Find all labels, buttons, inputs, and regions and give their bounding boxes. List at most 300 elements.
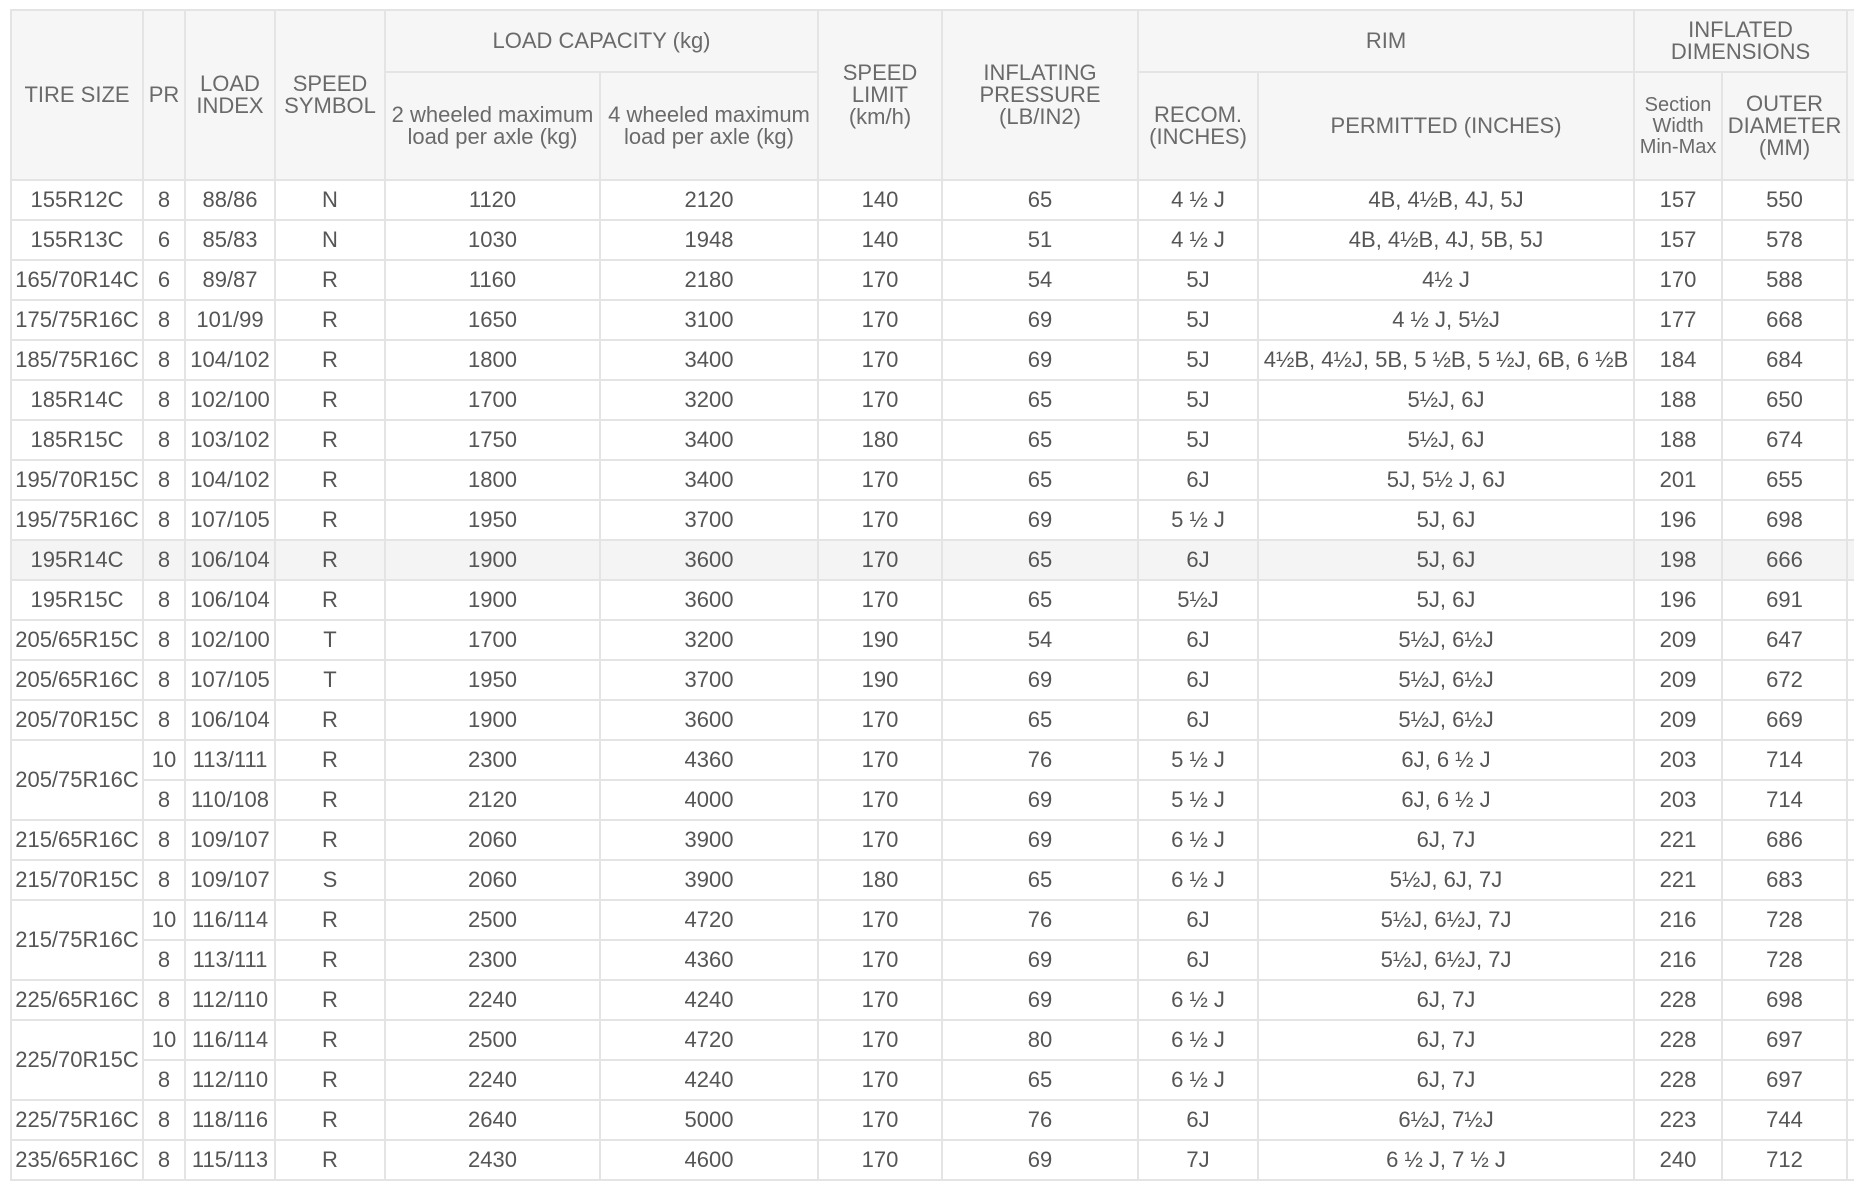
- load-4w-cell: 2180: [600, 260, 818, 300]
- table-header: [11, 10, 1854, 180]
- empty-cell: [1847, 820, 1854, 860]
- load-2w-cell: 1900: [385, 540, 600, 580]
- rim-permitted-cell: 6J, 7J: [1258, 820, 1634, 860]
- speed-limit-cell: 170: [818, 740, 942, 780]
- load-2w-cell: 2640: [385, 1100, 600, 1140]
- pr-cell: 8: [143, 180, 185, 220]
- tire-size-cell: 205/70R15C: [11, 700, 143, 740]
- rim-recom-cell: 5 ½ J: [1138, 500, 1258, 540]
- section-width-cell: 157: [1634, 220, 1722, 260]
- load-2w-cell: 2300: [385, 940, 600, 980]
- outer-diameter-cell: 666: [1722, 540, 1847, 580]
- rim-recom-cell: 5J: [1138, 420, 1258, 460]
- tire-size-cell: 195R14C: [11, 540, 143, 580]
- load-4w-cell: 3900: [600, 860, 818, 900]
- col-rim-permitted: PERMITTED (INCHES): [1258, 72, 1634, 180]
- speed-symbol-cell: R: [275, 940, 385, 980]
- section-width-cell: 203: [1634, 740, 1722, 780]
- pressure-cell: 51: [942, 220, 1138, 260]
- pr-cell: 6: [143, 220, 185, 260]
- tire-size-cell: 235/65R16C: [11, 1140, 143, 1180]
- rim-recom-cell: 6J: [1138, 700, 1258, 740]
- empty-cell: [1847, 900, 1854, 940]
- empty-cell: [1847, 780, 1854, 820]
- tire-size-cell: 165/70R14C: [11, 260, 143, 300]
- rim-recom-cell: 5J: [1138, 340, 1258, 380]
- empty-cell: [1847, 300, 1854, 340]
- rim-recom-cell: 5½J: [1138, 580, 1258, 620]
- load-4w-cell: 4600: [600, 1140, 818, 1180]
- speed-symbol-cell: R: [275, 540, 385, 580]
- load-4w-cell: 4360: [600, 740, 818, 780]
- table-row: [11, 180, 1854, 220]
- speed-limit-cell: 170: [818, 260, 942, 300]
- rim-recom-cell: 6J: [1138, 460, 1258, 500]
- empty-cell: [1847, 460, 1854, 500]
- section-width-cell: 209: [1634, 700, 1722, 740]
- pr-cell: 8: [143, 500, 185, 540]
- rim-recom-cell: 6 ½ J: [1138, 860, 1258, 900]
- tire-size-cell: 185/75R16C: [11, 340, 143, 380]
- pressure-cell: 69: [942, 300, 1138, 340]
- rim-recom-cell: 4 ½ J: [1138, 180, 1258, 220]
- table-row: [11, 1100, 1854, 1140]
- rim-permitted-cell: 4 ½ J, 5½J: [1258, 300, 1634, 340]
- load-4w-cell: 3600: [600, 700, 818, 740]
- pr-cell: 8: [143, 980, 185, 1020]
- rim-permitted-cell: 5½J, 6½J: [1258, 660, 1634, 700]
- speed-limit-cell: 190: [818, 620, 942, 660]
- empty-cell: [1847, 940, 1854, 980]
- section-width-cell: 188: [1634, 380, 1722, 420]
- tire-size-cell: 225/65R16C: [11, 980, 143, 1020]
- load-4w-cell: 4360: [600, 940, 818, 980]
- load-index-cell: 113/111: [185, 940, 275, 980]
- load-2w-cell: 2500: [385, 1020, 600, 1060]
- empty-cell: [1847, 340, 1854, 380]
- section-width-cell: 216: [1634, 900, 1722, 940]
- empty-cell: [1847, 740, 1854, 780]
- load-index-cell: 116/114: [185, 900, 275, 940]
- load-index-cell: 106/104: [185, 580, 275, 620]
- speed-limit-cell: 140: [818, 180, 942, 220]
- load-index-cell: 118/116: [185, 1100, 275, 1140]
- outer-diameter-cell: 647: [1722, 620, 1847, 660]
- empty-cell: [1847, 1060, 1854, 1100]
- pr-cell: 8: [143, 1100, 185, 1140]
- tire-size-cell: 195/75R16C: [11, 500, 143, 540]
- load-4w-cell: 4720: [600, 900, 818, 940]
- tire-size-cell: 155R12C: [11, 180, 143, 220]
- empty-cell: [1847, 660, 1854, 700]
- speed-limit-cell: 170: [818, 1100, 942, 1140]
- load-4w-cell: 2120: [600, 180, 818, 220]
- table-row: [11, 660, 1854, 700]
- rim-recom-cell: 5J: [1138, 380, 1258, 420]
- table-row: [11, 580, 1854, 620]
- pressure-cell: 54: [942, 620, 1138, 660]
- load-2w-cell: 1700: [385, 380, 600, 420]
- load-index-cell: 109/107: [185, 820, 275, 860]
- section-width-cell: 223: [1634, 1100, 1722, 1140]
- speed-limit-cell: 170: [818, 900, 942, 940]
- section-width-cell: 221: [1634, 820, 1722, 860]
- rim-permitted-cell: 5½J, 6J: [1258, 380, 1634, 420]
- tire-size-cell: 195R15C: [11, 580, 143, 620]
- col-empty: [1847, 10, 1854, 180]
- tire-size-cell: 215/75R16C: [11, 900, 143, 980]
- rim-permitted-cell: 6 ½ J, 7 ½ J: [1258, 1140, 1634, 1180]
- speed-limit-cell: 170: [818, 460, 942, 500]
- pr-cell: 10: [143, 740, 185, 780]
- load-2w-cell: 1030: [385, 220, 600, 260]
- speed-limit-cell: 170: [818, 380, 942, 420]
- table-row: [11, 700, 1854, 740]
- pr-cell: 8: [143, 580, 185, 620]
- load-index-cell: 115/113: [185, 1140, 275, 1180]
- speed-symbol-cell: R: [275, 700, 385, 740]
- rim-recom-cell: 6 ½ J: [1138, 980, 1258, 1020]
- load-2w-cell: 1700: [385, 620, 600, 660]
- load-2w-cell: 2060: [385, 860, 600, 900]
- table-row: [11, 420, 1854, 460]
- table-row: [11, 980, 1854, 1020]
- col-outer-diameter: OUTER DIAMETER (MM): [1722, 72, 1847, 180]
- outer-diameter-cell: 698: [1722, 500, 1847, 540]
- empty-cell: [1847, 620, 1854, 660]
- col-group-load-capacity: LOAD CAPACITY (kg): [385, 10, 818, 72]
- speed-symbol-cell: R: [275, 260, 385, 300]
- outer-diameter-cell: 714: [1722, 740, 1847, 780]
- pressure-cell: 80: [942, 1020, 1138, 1060]
- speed-limit-cell: 170: [818, 940, 942, 980]
- speed-symbol-cell: R: [275, 1020, 385, 1060]
- speed-symbol-cell: R: [275, 820, 385, 860]
- speed-symbol-cell: T: [275, 620, 385, 660]
- pressure-cell: 69: [942, 780, 1138, 820]
- tire-spec-table-container: [10, 9, 1854, 1181]
- load-2w-cell: 1160: [385, 260, 600, 300]
- pr-cell: 8: [143, 340, 185, 380]
- outer-diameter-cell: 697: [1722, 1060, 1847, 1100]
- load-4w-cell: 3400: [600, 420, 818, 460]
- load-index-cell: 107/105: [185, 660, 275, 700]
- table-row: [11, 380, 1854, 420]
- pr-cell: 8: [143, 380, 185, 420]
- tire-size-cell: 155R13C: [11, 220, 143, 260]
- table-row: [11, 620, 1854, 660]
- rim-permitted-cell: 5½J, 6½J, 7J: [1258, 940, 1634, 980]
- load-4w-cell: 4000: [600, 780, 818, 820]
- table-row: [11, 500, 1854, 540]
- section-width-cell: 228: [1634, 1060, 1722, 1100]
- empty-cell: [1847, 860, 1854, 900]
- load-2w-cell: 1800: [385, 340, 600, 380]
- section-width-cell: 240: [1634, 1140, 1722, 1180]
- pr-cell: 8: [143, 540, 185, 580]
- rim-permitted-cell: 5½J, 6½J, 7J: [1258, 900, 1634, 940]
- rim-permitted-cell: 4½B, 4½J, 5B, 5 ½B, 5 ½J, 6B, 6 ½B: [1258, 340, 1634, 380]
- load-2w-cell: 2500: [385, 900, 600, 940]
- rim-permitted-cell: 4B, 4½B, 4J, 5B, 5J: [1258, 220, 1634, 260]
- speed-symbol-cell: R: [275, 740, 385, 780]
- table-row: [11, 460, 1854, 500]
- tire-size-cell: 225/75R16C: [11, 1100, 143, 1140]
- pressure-cell: 65: [942, 180, 1138, 220]
- pressure-cell: 69: [942, 500, 1138, 540]
- section-width-cell: 228: [1634, 1020, 1722, 1060]
- load-4w-cell: 4240: [600, 1060, 818, 1100]
- speed-limit-cell: 170: [818, 300, 942, 340]
- pr-cell: 6: [143, 260, 185, 300]
- outer-diameter-cell: 712: [1722, 1140, 1847, 1180]
- speed-limit-cell: 170: [818, 980, 942, 1020]
- load-4w-cell: 3100: [600, 300, 818, 340]
- table-row: [11, 540, 1854, 580]
- load-index-cell: 89/87: [185, 260, 275, 300]
- pr-cell: 8: [143, 700, 185, 740]
- load-index-cell: 106/104: [185, 700, 275, 740]
- col-inflating-pressure: INFLATING PRESSURE (LB/IN2): [942, 10, 1138, 180]
- rim-recom-cell: 6 ½ J: [1138, 1020, 1258, 1060]
- section-width-cell: 228: [1634, 980, 1722, 1020]
- speed-limit-cell: 180: [818, 420, 942, 460]
- rim-permitted-cell: 6J, 6 ½ J: [1258, 780, 1634, 820]
- load-index-cell: 110/108: [185, 780, 275, 820]
- speed-limit-cell: 170: [818, 1060, 942, 1100]
- pr-cell: 8: [143, 420, 185, 460]
- speed-symbol-cell: R: [275, 420, 385, 460]
- pr-cell: 10: [143, 900, 185, 940]
- table-row: [11, 940, 1854, 980]
- col-load-index: LOAD INDEX: [185, 10, 275, 180]
- load-4w-cell: 3600: [600, 540, 818, 580]
- speed-limit-cell: 180: [818, 860, 942, 900]
- load-index-cell: 85/83: [185, 220, 275, 260]
- load-2w-cell: 1950: [385, 500, 600, 540]
- load-index-cell: 116/114: [185, 1020, 275, 1060]
- load-4w-cell: 3400: [600, 340, 818, 380]
- rim-recom-cell: 5J: [1138, 300, 1258, 340]
- load-2w-cell: 1800: [385, 460, 600, 500]
- outer-diameter-cell: 672: [1722, 660, 1847, 700]
- speed-symbol-cell: R: [275, 500, 385, 540]
- rim-permitted-cell: 5J, 6J: [1258, 580, 1634, 620]
- rim-permitted-cell: 6J, 7J: [1258, 1020, 1634, 1060]
- outer-diameter-cell: 683: [1722, 860, 1847, 900]
- pr-cell: 8: [143, 300, 185, 340]
- speed-limit-cell: 170: [818, 500, 942, 540]
- pressure-cell: 65: [942, 1060, 1138, 1100]
- pr-cell: 8: [143, 780, 185, 820]
- outer-diameter-cell: 728: [1722, 900, 1847, 940]
- outer-diameter-cell: 714: [1722, 780, 1847, 820]
- load-index-cell: 113/111: [185, 740, 275, 780]
- load-2w-cell: 2240: [385, 1060, 600, 1100]
- section-width-cell: 196: [1634, 500, 1722, 540]
- rim-permitted-cell: 5J, 5½ J, 6J: [1258, 460, 1634, 500]
- load-4w-cell: 3600: [600, 580, 818, 620]
- tire-size-cell: 215/70R15C: [11, 860, 143, 900]
- empty-cell: [1847, 220, 1854, 260]
- speed-limit-cell: 190: [818, 660, 942, 700]
- rim-permitted-cell: 4B, 4½B, 4J, 5J: [1258, 180, 1634, 220]
- load-2w-cell: 1950: [385, 660, 600, 700]
- speed-symbol-cell: R: [275, 460, 385, 500]
- section-width-cell: 184: [1634, 340, 1722, 380]
- outer-diameter-cell: 674: [1722, 420, 1847, 460]
- pressure-cell: 65: [942, 860, 1138, 900]
- table-row: [11, 740, 1854, 780]
- rim-permitted-cell: 6J, 7J: [1258, 980, 1634, 1020]
- outer-diameter-cell: 669: [1722, 700, 1847, 740]
- outer-diameter-cell: 578: [1722, 220, 1847, 260]
- tire-size-cell: 215/65R16C: [11, 820, 143, 860]
- pressure-cell: 65: [942, 700, 1138, 740]
- rim-recom-cell: 6J: [1138, 540, 1258, 580]
- load-4w-cell: 3900: [600, 820, 818, 860]
- table-row: [11, 1140, 1854, 1180]
- tire-size-cell: 205/65R15C: [11, 620, 143, 660]
- pr-cell: 8: [143, 1140, 185, 1180]
- section-width-cell: 216: [1634, 940, 1722, 980]
- empty-cell: [1847, 1140, 1854, 1180]
- table-row: [11, 900, 1854, 940]
- pr-cell: 8: [143, 460, 185, 500]
- tire-size-cell: 195/70R15C: [11, 460, 143, 500]
- outer-diameter-cell: 698: [1722, 980, 1847, 1020]
- section-width-cell: 157: [1634, 180, 1722, 220]
- empty-cell: [1847, 420, 1854, 460]
- section-width-cell: 188: [1634, 420, 1722, 460]
- pressure-cell: 69: [942, 1140, 1138, 1180]
- table-row: [11, 780, 1854, 820]
- load-2w-cell: 1900: [385, 580, 600, 620]
- outer-diameter-cell: 655: [1722, 460, 1847, 500]
- speed-symbol-cell: R: [275, 1140, 385, 1180]
- speed-limit-cell: 170: [818, 820, 942, 860]
- load-index-cell: 103/102: [185, 420, 275, 460]
- pressure-cell: 69: [942, 340, 1138, 380]
- rim-recom-cell: 7J: [1138, 1140, 1258, 1180]
- load-4w-cell: 3200: [600, 620, 818, 660]
- load-index-cell: 104/102: [185, 460, 275, 500]
- rim-recom-cell: 6J: [1138, 940, 1258, 980]
- col-speed-symbol: SPEED SYMBOL: [275, 10, 385, 180]
- speed-symbol-cell: R: [275, 340, 385, 380]
- pr-cell: 10: [143, 1020, 185, 1060]
- load-index-cell: 101/99: [185, 300, 275, 340]
- pr-cell: 8: [143, 620, 185, 660]
- pr-cell: 8: [143, 820, 185, 860]
- section-width-cell: 201: [1634, 460, 1722, 500]
- pr-cell: 8: [143, 1060, 185, 1100]
- rim-recom-cell: 6 ½ J: [1138, 1060, 1258, 1100]
- load-index-cell: 104/102: [185, 340, 275, 380]
- speed-limit-cell: 170: [818, 700, 942, 740]
- speed-symbol-cell: R: [275, 300, 385, 340]
- empty-cell: [1847, 500, 1854, 540]
- pressure-cell: 65: [942, 540, 1138, 580]
- pr-cell: 8: [143, 860, 185, 900]
- pr-cell: 8: [143, 660, 185, 700]
- outer-diameter-cell: 691: [1722, 580, 1847, 620]
- pressure-cell: 69: [942, 940, 1138, 980]
- table-row: [11, 1020, 1854, 1060]
- rim-permitted-cell: 5J, 6J: [1258, 540, 1634, 580]
- speed-limit-cell: 170: [818, 580, 942, 620]
- pressure-cell: 76: [942, 1100, 1138, 1140]
- load-2w-cell: 1900: [385, 700, 600, 740]
- col-speed-limit: SPEED LIMIT (km/h): [818, 10, 942, 180]
- rim-permitted-cell: 6J, 7J: [1258, 1060, 1634, 1100]
- tire-size-cell: 225/70R15C: [11, 1020, 143, 1100]
- speed-symbol-cell: N: [275, 180, 385, 220]
- rim-recom-cell: 5 ½ J: [1138, 740, 1258, 780]
- speed-limit-cell: 170: [818, 1020, 942, 1060]
- rim-permitted-cell: 4½ J: [1258, 260, 1634, 300]
- load-2w-cell: 1650: [385, 300, 600, 340]
- table-row: [11, 260, 1854, 300]
- rim-permitted-cell: 5½J, 6½J: [1258, 620, 1634, 660]
- load-index-cell: 109/107: [185, 860, 275, 900]
- col-group-inflated-dimensions: INFLATED DIMENSIONS: [1634, 10, 1847, 72]
- speed-symbol-cell: R: [275, 780, 385, 820]
- speed-symbol-cell: N: [275, 220, 385, 260]
- outer-diameter-cell: 588: [1722, 260, 1847, 300]
- rim-permitted-cell: 5½J, 6½J: [1258, 700, 1634, 740]
- col-rim-recom: RECOM. (INCHES): [1138, 72, 1258, 180]
- table-row: [11, 1060, 1854, 1100]
- rim-recom-cell: 6J: [1138, 620, 1258, 660]
- rim-recom-cell: 6J: [1138, 1100, 1258, 1140]
- empty-cell: [1847, 1020, 1854, 1060]
- empty-cell: [1847, 700, 1854, 740]
- load-4w-cell: 5000: [600, 1100, 818, 1140]
- col-group-rim: RIM: [1138, 10, 1634, 72]
- speed-limit-cell: 170: [818, 1140, 942, 1180]
- tire-size-cell: 185R15C: [11, 420, 143, 460]
- empty-cell: [1847, 1100, 1854, 1140]
- rim-recom-cell: 5 ½ J: [1138, 780, 1258, 820]
- outer-diameter-cell: 697: [1722, 1020, 1847, 1060]
- rim-recom-cell: 6J: [1138, 660, 1258, 700]
- empty-cell: [1847, 540, 1854, 580]
- rim-permitted-cell: 5½J, 6J, 7J: [1258, 860, 1634, 900]
- outer-diameter-cell: 686: [1722, 820, 1847, 860]
- tire-size-cell: 185R14C: [11, 380, 143, 420]
- table-row: [11, 220, 1854, 260]
- rim-recom-cell: 6J: [1138, 900, 1258, 940]
- empty-cell: [1847, 260, 1854, 300]
- pressure-cell: 69: [942, 660, 1138, 700]
- speed-limit-cell: 170: [818, 340, 942, 380]
- pressure-cell: 69: [942, 980, 1138, 1020]
- pressure-cell: 65: [942, 420, 1138, 460]
- outer-diameter-cell: 684: [1722, 340, 1847, 380]
- section-width-cell: 198: [1634, 540, 1722, 580]
- empty-cell: [1847, 380, 1854, 420]
- section-width-cell: 177: [1634, 300, 1722, 340]
- pressure-cell: 69: [942, 820, 1138, 860]
- outer-diameter-cell: 668: [1722, 300, 1847, 340]
- speed-limit-cell: 140: [818, 220, 942, 260]
- rim-recom-cell: 4 ½ J: [1138, 220, 1258, 260]
- tire-size-cell: 205/65R16C: [11, 660, 143, 700]
- table-row: [11, 340, 1854, 380]
- load-4w-cell: 4720: [600, 1020, 818, 1060]
- speed-symbol-cell: T: [275, 660, 385, 700]
